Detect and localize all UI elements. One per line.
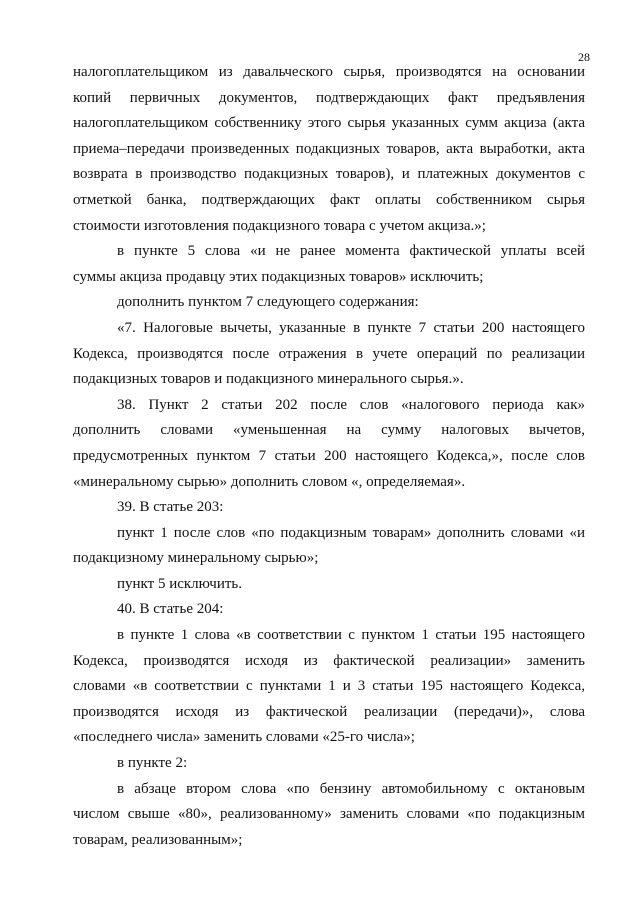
text-line: пункт 5 исключить.: [117, 575, 243, 592]
text-line: дополнить словами «уменьшенная на сумму налоговых вычетов,: [73, 422, 585, 439]
text-line: словами «в соответствии с пунктами 1 и 3 статьи 195 настоящего Кодекса,: [73, 678, 585, 695]
text-line: производятся исходя из фактической реализации (передачи)», слова: [73, 703, 585, 720]
text-line: в пункте 5 слова «и не ранее момента фактической уплаты всей: [117, 243, 585, 260]
text-line: отметкой банка, подтверждающих факт оплаты собственником сырья: [73, 191, 585, 208]
text-line: 40. В статье 204:: [117, 601, 224, 618]
text-line: копий первичных документов, подтверждающих факт предъявления: [73, 89, 585, 106]
text-line: налогоплательщиком из давальческого сырья, производятся на основании: [73, 64, 585, 80]
text-line: 38. Пункт 2 статьи 202 после слов «налогового периода как»: [117, 396, 585, 413]
text-line: в пункте 2:: [117, 755, 188, 772]
text-line: подакцизных товаров и подакцизного минерального сырья.».: [73, 371, 464, 388]
text-line: дополнить пунктом 7 следующего содержания:: [117, 294, 419, 311]
document-body: [73, 60, 585, 853]
text-line: возврата в производство подакцизных товаров), и платежных документов с: [73, 166, 585, 183]
text-line: Кодекса, производятся исходя из фактической реализации» заменить: [73, 652, 585, 669]
text-line: предусмотренных пунктом 7 статьи 200 настоящего Кодекса,», после слов: [73, 447, 585, 464]
text-line: суммы акциза продавцу этих подакцизных товаров» исключить;: [73, 268, 484, 285]
text-line: стоимости изготовления подакцизного товара с учетом акциза.»;: [73, 217, 486, 234]
text-line: в пункте 1 слова «в соответствии с пунктом 1 статьи 195 настоящего: [117, 627, 585, 644]
text-line: в абзаце втором слова «по бензину автомобильному с октановым: [117, 780, 585, 797]
text-line: Кодекса, производятся после отражения в учете операций по реализации: [73, 345, 585, 362]
page-number: 28: [578, 50, 590, 64]
text-line: подакцизному минеральному сырью»;: [73, 550, 319, 567]
text-line: «7. Налоговые вычеты, указанные в пункте 7 статьи 200 настоящего: [117, 319, 585, 336]
text-line: «последнего числа» заменить словами «25-го числа»;: [73, 729, 415, 746]
text-line: числом свыше «80», реализованному» заменить словами «по подакцизным: [73, 806, 585, 823]
text-line: приема–передачи произведенных подакцизных товаров, акта выработки, акта: [73, 140, 585, 157]
text-line: «минеральному сырью» дополнить словом «, определяемая».: [73, 473, 466, 490]
text-line: товарам, реализованным»;: [73, 831, 243, 848]
text-line: налогоплательщиком собственнику этого сырья указанных сумм акциза (акта: [73, 115, 585, 132]
text-line: 39. В статье 203:: [117, 499, 224, 516]
text-line: пункт 1 после слов «по подакцизным товарам» дополнить словами «и: [117, 524, 585, 541]
